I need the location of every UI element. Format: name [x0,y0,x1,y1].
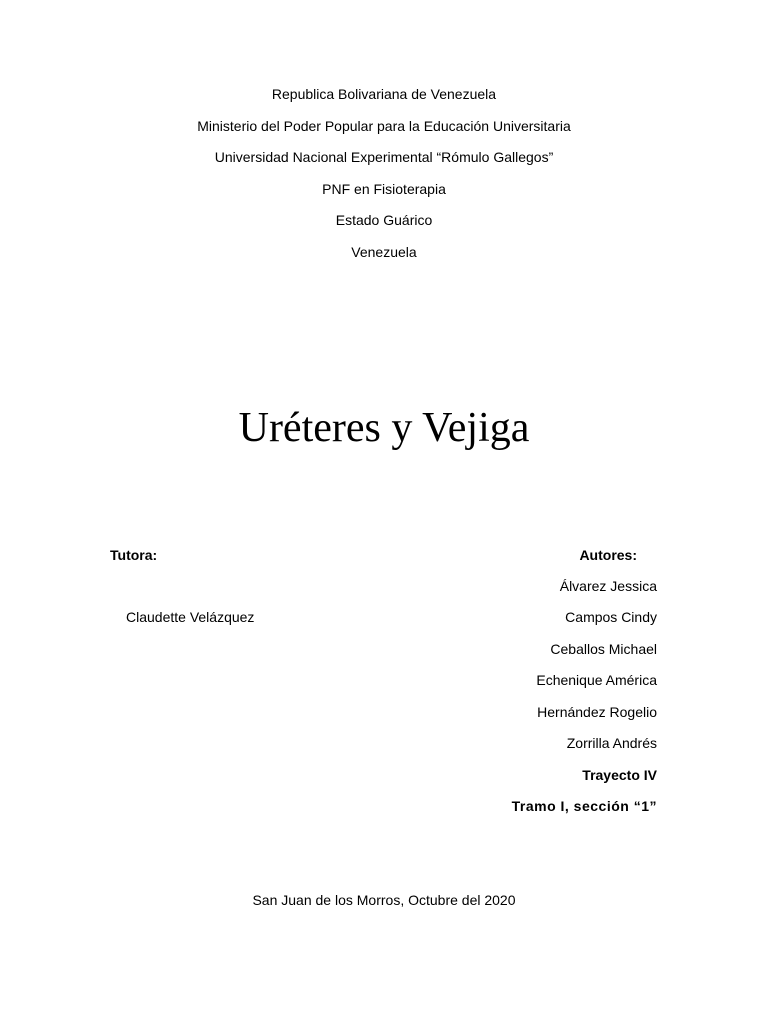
author-name: Campos Cindy [565,609,657,625]
author-name: Hernández Rogelio [537,704,657,720]
place-date: San Juan de los Morros, Octubre del 2020 [252,892,516,908]
author-name: Álvarez Jessica [559,578,657,594]
tramo-label: Tramo I, sección “1” [511,798,657,814]
header-program: PNF en Fisioterapia [322,181,446,197]
document-title: Uréteres y Vejiga [238,405,530,451]
author-name: Echenique América [536,672,657,688]
author-name: Zorrilla Andrés [566,735,657,751]
author-name: Ceballos Michael [550,641,657,657]
autores-label: Autores: [579,547,637,563]
header-republic: Republica Bolivariana de Venezuela [271,86,497,102]
trayecto-label: Trayecto IV [582,767,657,783]
header-state: Estado Guárico [335,212,433,228]
tutora-name: Claudette Velázquez [126,609,255,625]
header-ministry: Ministerio del Poder Popular para la Educación Universitaria [197,118,571,134]
header-university: Universidad Nacional Experimental “Rómulo Gallegos” [214,149,554,165]
header-country: Venezuela [351,244,417,260]
tutora-label: Tutora: [110,547,158,563]
